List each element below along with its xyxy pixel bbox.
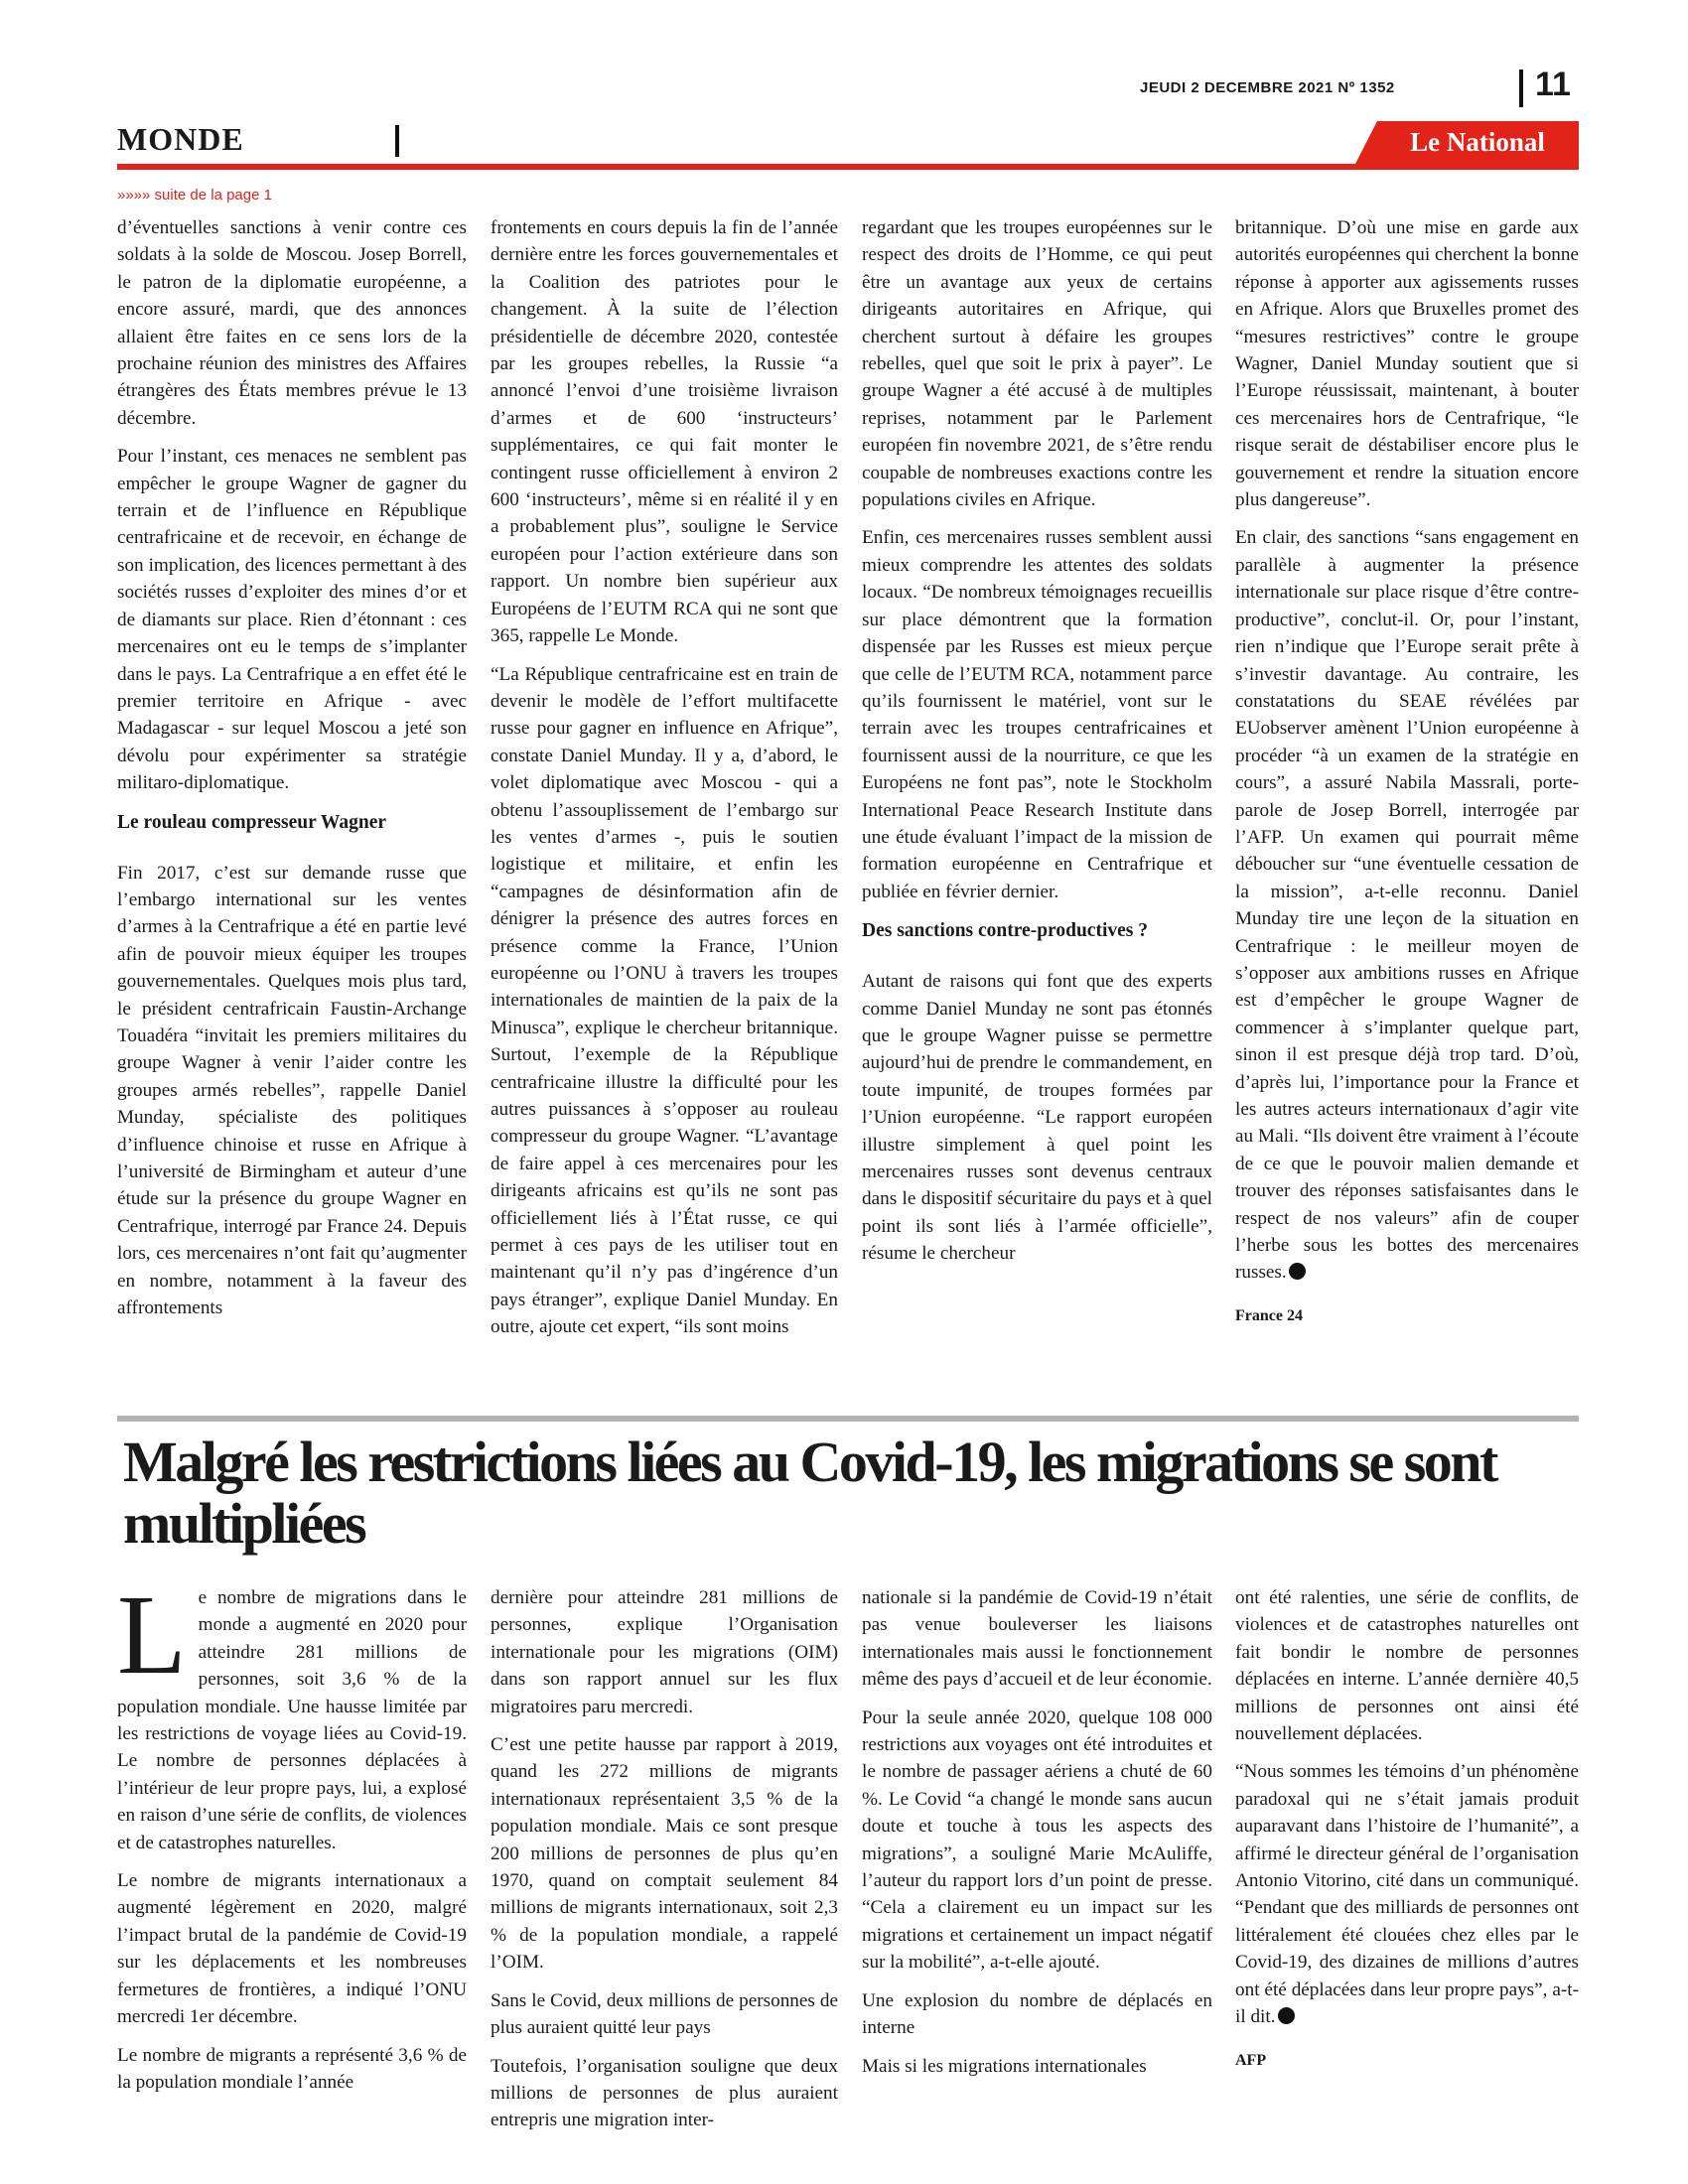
- continuation-note: »»»» suite de la page 1: [117, 187, 272, 204]
- section-title: MONDE: [117, 121, 244, 157]
- article2-column-2: [491, 1584, 838, 2154]
- article1-column-2: [491, 214, 838, 1408]
- paragraph: nationale si la pandémie de Covid-19 n’était pas venue bouleverser les liaisons internationales mais aussi le fonctionnement même des pays d’accueil et de leur économie.: [862, 1587, 1212, 1691]
- subheading: Le rouleau compresseur Wagner: [117, 811, 387, 833]
- article1-column-1: [117, 214, 467, 1408]
- paragraph: Mais si les migrations internationales: [862, 2055, 1147, 2077]
- paragraph: regardant que les troupes européennes sur le respect des droits de l’Homme, ce qui peut être un avantage aux yeux de certains dirigeants autoritaires en Afrique, qui cherchent surtout à défaire les groupes rebelles, quel que soit le prix à payer”. Le groupe Wagner a été accusé à de multiples reprises, notamment par le Parlement européen fin novembre 2021, de s’être rendu coupable de nombreuses exactions contre les populations civiles en Afrique.: [862, 217, 1212, 511]
- header-divider: [1519, 69, 1523, 107]
- paragraph: Autant de raisons qui font que des experts comme Daniel Munday ne sont pas étonnés que le groupe Wagner puisse se permettre aujourd’hui de prendre le commandement, en toute impunité, de troupes formées par l’Union européenne. “Le rapport européen illustre simplement à quel point les mercenaires russes sont devenus centraux dans le dispositif sécuritaire du pays et à quel point ils sont liés à l’armée officielle”, résume le chercheur: [862, 971, 1212, 1265]
- paragraph: Pour la seule année 2020, quelque 108 000 restrictions aux voyages ont été introduites et le nombre de passager aériens a chuté de 60 %. Le Covid “a changé le monde sans aucun doute et touche à tous les aspects des migrations”, a souligné Marie McAuliffe, l’auteur du rapport lors d’un point de presse. “Cela a clairement eu un impact sur les migrations et certainement un impact négatif sur la mobilité”, a-t-elle ajouté.: [862, 1706, 1212, 1974]
- paragraph: Fin 2017, c’est sur demande russe que l’embargo international sur les ventes d’armes à la Centrafrique a été en partie levé afin de pouvoir mieux équiper les troupes gouvernementales. Quelques mois plus tard, le président centrafricain Faustin-Archange Touadéra “invitait les premiers militaires du groupe Wagner à venir l’aider contre les groupes armés rebelles”, rappelle Daniel Munday, spécialiste des politiques d’influence chinoise et russe en Afrique à l’université de Birmingham et auteur d’une étude sur la présence du groupe Wagner en Centrafrique, interrogé par France 24. Depuis lors, ces mercenaires n’ont fait qu’augmenter en nombre, notamment à la faveur des affrontements: [117, 862, 467, 1319]
- paragraph-text: En clair, des sanctions “sans engagement en parallèle à augmenter la présence internationale sur place risque d’être contre-productive”, conclut-il. Or, pour l’instant, rien n’indique que l’Europe serait prête à s’investir davantage. Au contraire, les constatations du SEAE révélées par EUobserver amènent l’Union européenne à procéder “à un examen de la stratégie en cours”, a assuré Nabila Massrali, porte-parole de Josep Borrell, interrogée par l’AFP. Un examen qui pourrait même déboucher sur “une éventuelle cessation de la mission”, a-t-elle reconnu. Daniel Munday tire une leçon de la situation en Centrafrique : le meilleur moyen de s’opposer aux ambitions russes en Afrique est d’empêcher le groupe Wagner de commencer à s’implanter quelque part, sinon il est presque déjà trop tard. D’où, d’après lui, l’importance pour la France et les autres acteurs internationaux d’agir vite au Mali. “Ils doivent être vraiment à l’écoute de ce que le pouvoir malien demande et trouver des réponses satisfaisantes dans le respect de nos valeurs” afin de couper l’herbe sous les bottes des mercenaires russes.: [1235, 527, 1579, 1284]
- paragraph-text: “Nous sommes les témoins d’un phénomène paradoxal qui ne s’était jamais produit auparavant dans l’histoire de l’humanité”, a affirmé le directeur général de l’organisation Antonio Vitorino, cité dans un communiqué. “Pendant que des milliards de personnes ont littéralement été clouées chez elles par le Covid-19, des dizaines de millions d’autres ont été déplacées dans leur propre pays”, a-t-il dit.: [1235, 1761, 1579, 2028]
- paragraph: Sans le Covid, deux millions de personnes de plus auraient quitté leur pays: [491, 1989, 838, 2039]
- paragraph-text: britannique. D’où une mise en garde aux autorités européennes qui cherchent la bonne réponse à apporter aux agissements russes en Afrique. Alors que Bruxelles promet des “mesures restrictives” contre le groupe Wagner, Daniel Munday soutient que si l’Europe réussissait, maintenant, à bouter ces mercenaires hors de Centrafrique, “le risque serait de déstabiliser encore plus le gouvernement et rendre la situation encore plus dangereuse”.: [1235, 217, 1579, 511]
- paragraph: Pour l’instant, ces menaces ne semblent pas empêcher le groupe Wagner de gagner du terrain et de l’influence en République centrafricaine et de recevoir, en échange de son implication, des licences permettant à des sociétés russes d’exploiter des mines d’or et de diamants sur place. Rien d’étonnant : ces mercenaires ont eu le temps de s’implanter dans le pays. La Centrafrique a en effet été le premier territoire en Afrique - avec Madagascar - sur lequel Moscou a jeté son dévolu pour expérimenter sa stratégie militaro-diplomatique.: [117, 446, 467, 794]
- page-number: 11: [1535, 66, 1571, 103]
- drop-cap: L: [117, 1584, 187, 1698]
- article-separator: [117, 1416, 1579, 1422]
- subheading: Des sanctions contre-productives ?: [862, 920, 1148, 942]
- paragraph: [1235, 214, 1579, 513]
- article1-column-3: [862, 214, 1212, 1408]
- paragraph: Une explosion du nombre de déplacés en interne: [862, 1989, 1212, 2039]
- article-source: France 24: [1235, 1306, 1303, 1324]
- paragraph: Enfin, ces mercenaires russes semblent aussi mieux comprendre les attentes des soldats locaux. “De nombreux témoignages recueillis sur place démontrent que la formation dispensée par les Russes est mieux perçue que celle de l’EUTM RCA, notamment parce qu’ils fournissent le matériel, vont sur le terrain avec les troupes centrafricaines et fournissent aussi de la nourriture, ce que les Européens ne font pas”, note le Stockholm International Peace Research Institute dans une étude évaluant l’impact de la mission de formation européenne en Centrafrique et publiée en février dernier.: [862, 527, 1212, 902]
- brand-name: Le National: [1410, 127, 1545, 157]
- section-divider: [395, 125, 399, 157]
- article1-column-4: [1235, 214, 1579, 1408]
- end-mark-icon: [1289, 1263, 1306, 1280]
- article-source: AFP: [1235, 2051, 1267, 2069]
- paragraph: Le nombre de migrants internationaux a augmenté légèrement en 2020, malgré l’impact brutal de la pandémie de Covid-19 sur les déplacements et les nombreuses fermetures de frontières, a indiqué l’ONU mercredi 1er décembre.: [117, 1870, 467, 2028]
- paragraph: ont été ralenties, une série de conflits, de violences et de catastrophes naturelles ont fait bondir le nombre de personnes déplacées en interne. L’année dernière 40,5 millions de personnes ont ainsi été nouvellement déplacées.: [1235, 1587, 1579, 1745]
- paragraph: frontements en cours depuis la fin de l’année dernière entre les forces gouvernementales et la Coalition des patriotes pour le changement. À la suite de l’élection présidentielle de décembre 2020, contestée par les groupes rebelles, la Russie “a annoncé l’envoi d’une troisième livraison d’armes et de 600 ‘instructeurs’ supplémentaires, ce qui fait monter le contingent russe officiellement à environ 2 600 ‘instructeurs’, même si en réalité il y en a probablement plus”, souligne le Service européen pour l’action extérieure dans son rapport. Un nombre bien supérieur aux Européens de l’EUTM RCA qui ne sont que 365, rappelle Le Monde.: [491, 217, 838, 647]
- article-headline: Malgré les restrictions liées au Covid-19, les migrations se sont multipliées: [123, 1430, 1496, 1556]
- paragraph: Toutefois, l’organisation souligne que deux millions de personnes de plus auraient entrepris une migration inter-: [491, 2055, 838, 2131]
- article2-column-4: [1235, 1584, 1579, 2154]
- header-rule: [117, 164, 1579, 170]
- article2-column-1: [117, 1584, 467, 2154]
- paragraph-text: e nombre de migrations dans le monde a augmenté en 2020 pour atteindre 281 millions de personnes, soit 3,6 % de la population mondiale. Une hausse limitée par les restrictions de voyage liées au Covid-19. Le nombre de personnes déplacées à l’intérieur de leur propre pays, lui, a explosé en raison d’une série de conflits, de violences et de catastrophes naturelles.: [117, 1587, 467, 1853]
- issue-date: JEUDI 2 DECEMBRE 2021 Nº 1352: [1140, 79, 1395, 96]
- paragraph: [117, 1584, 467, 1856]
- paragraph: “La République centrafricaine est en train de devenir le modèle de l’effort multifacette russe pour gagner en influence en Afrique”, constate Daniel Munday. Il y a, d’abord, le volet diplomatique avec Moscou - qui a obtenu l’assouplissement de l’embargo sur les ventes d’armes -, puis le soutien logistique et militaire, et enfin les “campagnes de désinformation afin de dénigrer la présence des autres forces en présence comme la France, l’Union européenne ou l’ONU à travers les troupes internationales de maintien de la paix de la Minusca”, explique le chercheur britannique. Surtout, l’exemple de la République centrafricaine illustre la difficulté pour les autres puissances à s’opposer au rouleau compresseur du groupe Wagner. “L’avantage de faire appel à ces mercenaires pour les dirigeants africains est qu’ils ne sont pas officiellement liés à l’État russe, ce qui permet à ces pays de les utiliser tout en maintenant qu’il n’y pas d’ingérence d’un pays étranger”, explique Daniel Munday. En outre, ajoute cet expert, “ils sont moins: [491, 663, 838, 1338]
- paragraph: C’est une petite hausse par rapport à 2019, quand les 272 millions de migrants internationaux représentaient 3,5 % de la population mondiale. Mais ce sont presque 200 millions de personnes de plus qu’en 1970, quand on comptait seulement 84 millions de migrants internationaux, soit 2,3 % de la population mondiale, a rappelé l’OIM.: [491, 1734, 838, 1974]
- paragraph: dernière pour atteindre 281 millions de personnes, explique l’Organisation internationale pour les migrations (OIM) dans son rapport annuel sur les flux migratoires paru mercredi.: [491, 1587, 838, 1717]
- article2-column-3: [862, 1584, 1212, 2154]
- paragraph: d’éventuelles sanctions à venir contre ces soldats à la solde de Moscou. Josep Borrell, le patron de la diplomatie européenne, a encore assuré, mardi, que des annonces allaient être faites en ce sens lors de la prochaine réunion des ministres des Affaires étrangères des États membres prévue le 13 décembre.: [117, 217, 467, 429]
- paragraph: [1235, 524, 1579, 1286]
- end-mark-icon: [1278, 2007, 1295, 2024]
- paragraph: [1235, 1758, 1579, 2030]
- paragraph: Le nombre de migrants a représenté 3,6 % de la population mondiale l’année: [117, 2044, 467, 2093]
